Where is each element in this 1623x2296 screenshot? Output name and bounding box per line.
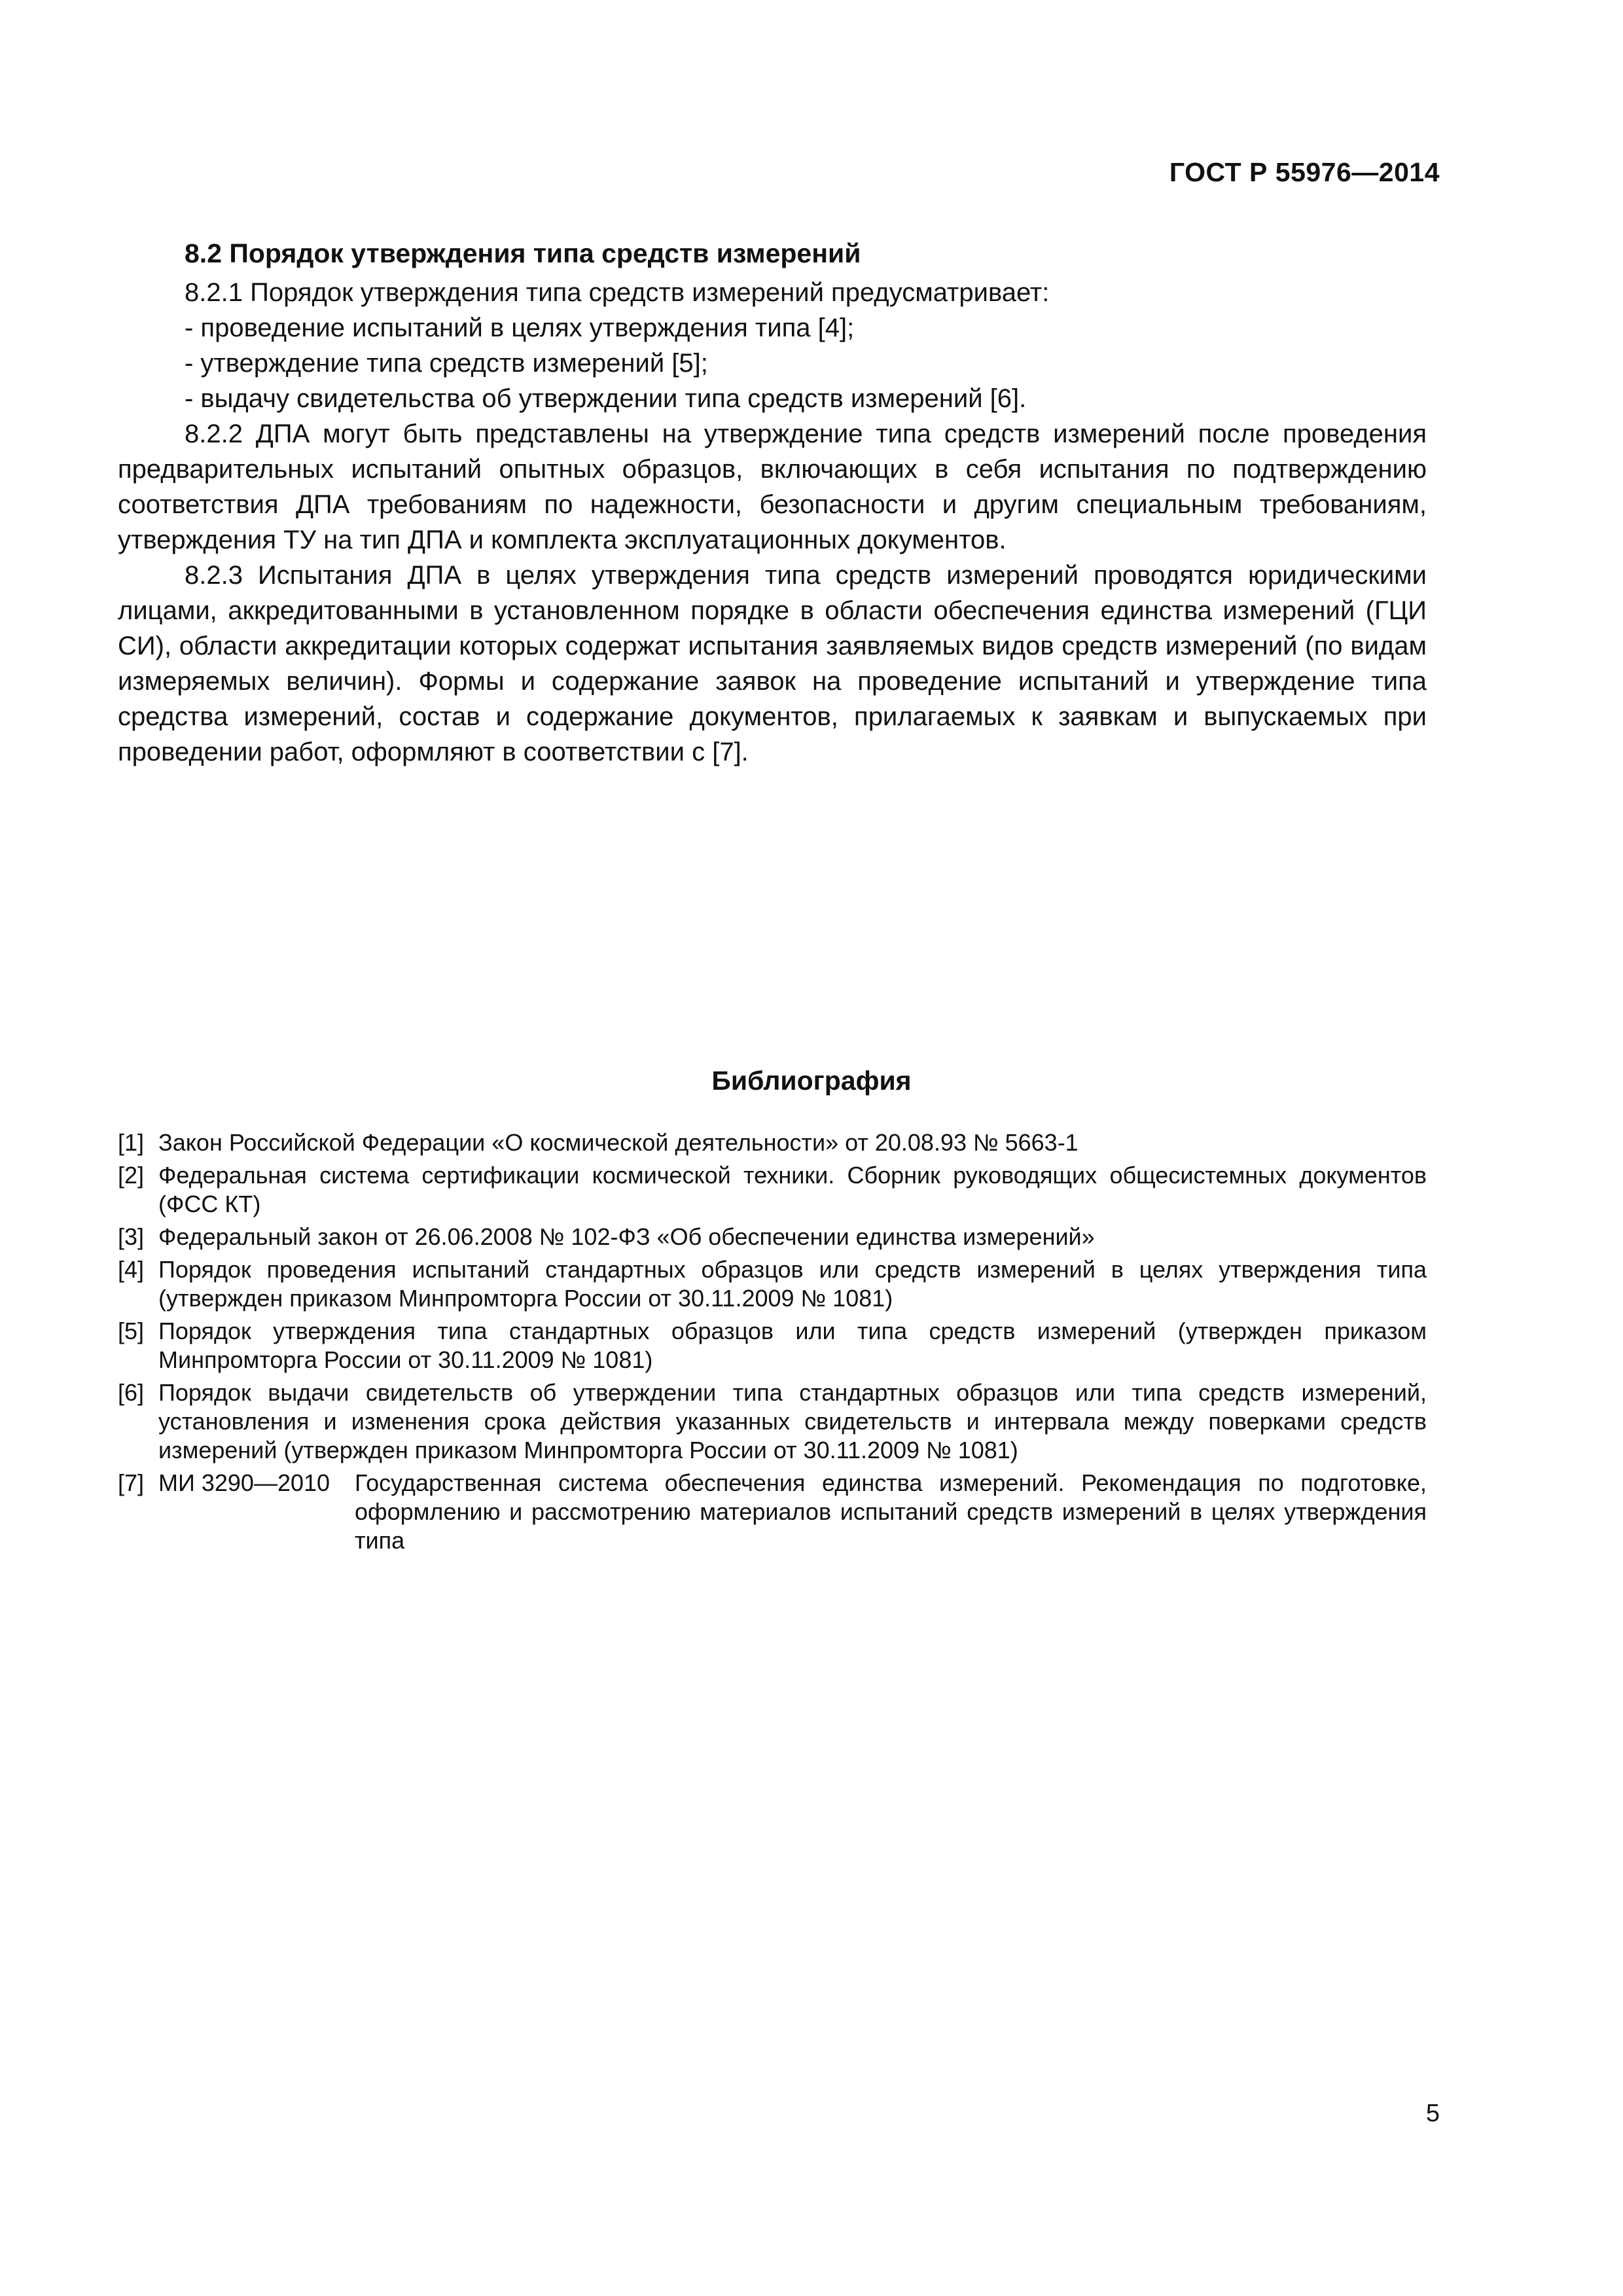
bibliography-entry <box>118 1378 1427 1465</box>
bibliography-entry <box>118 1161 1427 1219</box>
ref-number: [4] <box>118 1256 145 1283</box>
bibliography-title: Библиография <box>711 1066 912 1096</box>
list-item: - проведение испытаний в целях утверждения типа [4]; <box>185 314 855 342</box>
ref-text: Порядок выдачи свидетельств об утверждении типа стандартных образцов или типа средств измерений, установления и изменения срока действия указанных свидетельств и интервала между поверками средств измерений (утвержден приказом Минпромторга России от 30.11.2009 № 1081) <box>158 1379 1427 1463</box>
ref-text: Порядок проведения испытаний стандартных образцов или средств измерений в целях утверждения типа (утвержден приказом Минпромторга России от 30.11.2009 № 1081) <box>158 1256 1427 1312</box>
section-title: 8.2 Порядок утверждения типа средств измерений <box>185 238 861 268</box>
ref-code: МИ 3290—2010 <box>158 1469 330 1496</box>
ref-number: [6] <box>118 1379 145 1406</box>
document-code: ГОСТ Р 55976—2014 <box>1169 157 1440 187</box>
list-item: - выдачу свидетельства об утверждении типа средств измерений [6]. <box>185 384 1027 413</box>
ref-number: [1] <box>118 1129 145 1156</box>
ref-number: [2] <box>118 1162 145 1189</box>
ref-text: Федеральный закон от 26.06.2008 № 102-ФЗ «Об обеспечении единства измерений» <box>158 1223 1095 1250</box>
paragraph-8-2-3: 8.2.3 Испытания ДПА в целях утверждения типа средств измерений проводятся юридическими лицами, аккредитованными в установленном порядке в области обеспечения единства измерений (ГЦИ СИ), области аккредитации которых содержат испытания заявляемых видов средств измерений (по видам измеряемых величин). Формы и содержание заявок на проведение испытаний и утверждение типа средства измерений, состав и содержание документов, прилагаемых к заявкам и выпускаемых при проведении работ, оформляют в соответствии с [7]. <box>118 561 1427 766</box>
ref-number: [5] <box>118 1318 145 1344</box>
bibliography-entry <box>118 1128 1427 1157</box>
bibliography-list <box>118 1128 1427 1559</box>
ref-text: Закон Российской Федерации «О космической деятельности» от 20.08.93 № 5663-1 <box>158 1129 1079 1156</box>
paragraph-8-2-2: 8.2.2 ДПА могут быть представлены на утверждение типа средств измерений после проведения предварительных испытаний опытных образцов, включающих в себя испытания по подтверждению соответствия ДПА требованиям по надежности, безопасности и другим специальным требованиям, утверждения ТУ на тип ДПА и комплекта эксплуатационных документов. <box>118 420 1427 554</box>
ref-text: Государственная система обеспечения единства измерений. Рекомендация по подготовке, оформлению и рассмотрению материалов испытаний средств измерений в целях утверждения типа <box>355 1469 1427 1554</box>
section-8-2 <box>118 236 1427 770</box>
bibliography-entry <box>118 1469 1427 1555</box>
ref-text: Федеральная система сертификации космической техники. Сборник руководящих общесистемных документов (ФСС КТ) <box>158 1162 1427 1217</box>
bibliography-entry <box>118 1223 1427 1251</box>
ref-number: [3] <box>118 1223 145 1250</box>
ref-text: Порядок утверждения типа стандартных образцов или типа средств измерений (утвержден приказом Минпромторга России от 30.11.2009 № 1081) <box>158 1318 1427 1373</box>
bibliography-entry <box>118 1255 1427 1313</box>
page-number: 5 <box>1425 2100 1440 2127</box>
list-item: - утверждение типа средств измерений [5]; <box>185 349 708 378</box>
ref-number: [7] <box>118 1469 145 1496</box>
bibliography-entry <box>118 1317 1427 1374</box>
paragraph-8-2-1: 8.2.1 Порядок утверждения типа средств измерений предусматривает: <box>185 278 1050 307</box>
